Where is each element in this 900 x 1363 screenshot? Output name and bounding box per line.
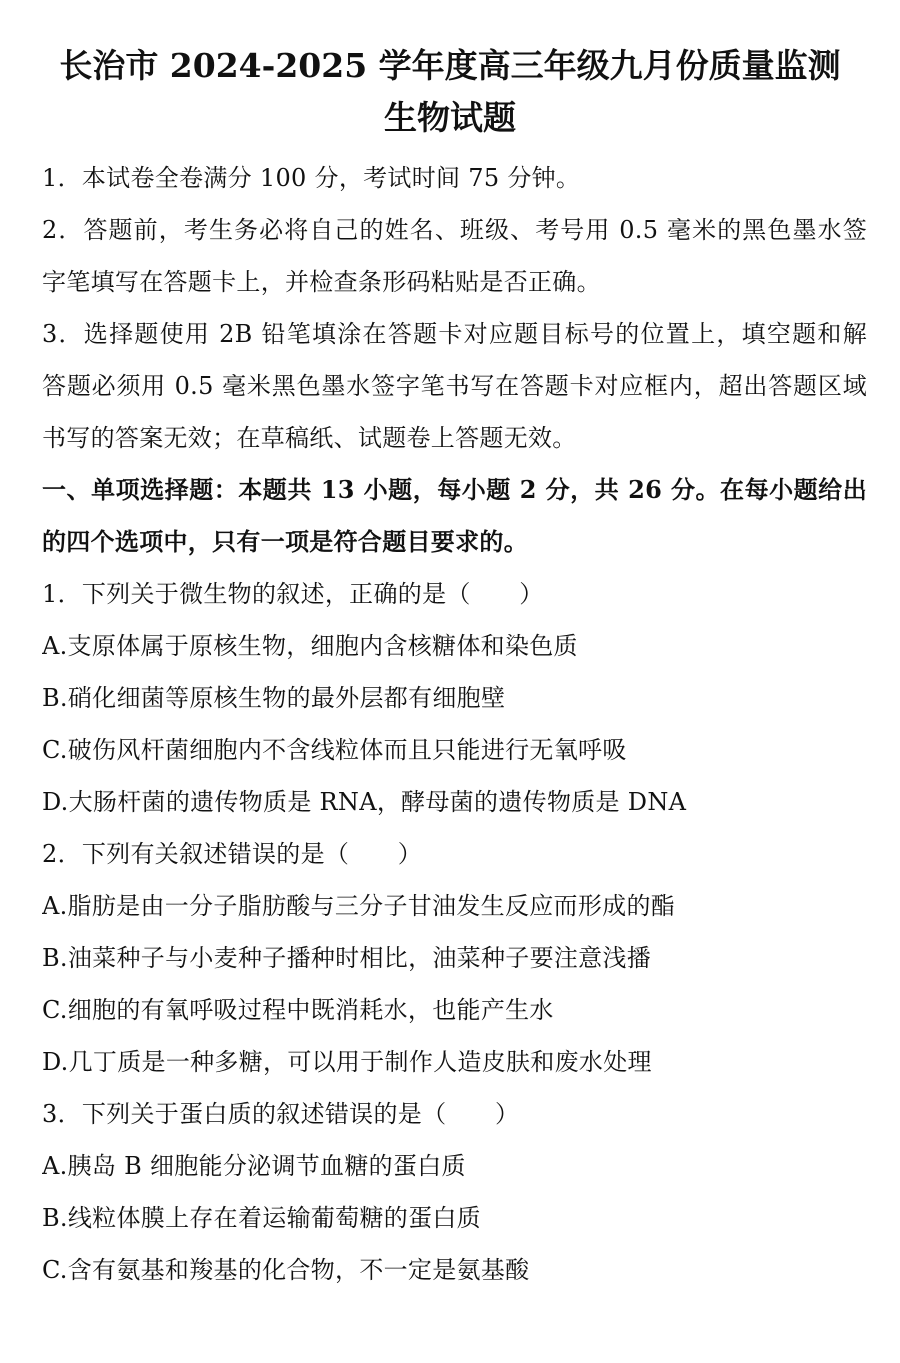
instruction-line: 1．本试卷全卷满分 100 分，考试时间 75 分钟。: [42, 164, 581, 192]
question-2: [42, 828, 867, 1088]
option-a: A.胰岛 B 细胞能分泌调节血糖的蛋白质: [42, 1152, 466, 1180]
section-heading-line: 的四个选项中，只有一项是符合题目要求的。: [42, 527, 528, 556]
option-b: B.硝化细菌等原核生物的最外层都有细胞壁: [42, 684, 506, 712]
instruction-line: 书写的答案无效；在草稿纸、试题卷上答题无效。: [42, 424, 577, 452]
option-a: A.脂肪是由一分子脂肪酸与三分子甘油发生反应而形成的酯: [42, 892, 676, 920]
instruction-line: 3．选择题使用 2B 铅笔填涂在答题卡对应题目标号的位置上，填空题和解: [42, 320, 867, 348]
option-b: B.油菜种子与小麦种子播种时相比，油菜种子要注意浅播: [42, 944, 652, 972]
instruction-line: 2．答题前，考生务必将自己的姓名、班级、考号用 0.5 毫米的黑色墨水签: [42, 216, 867, 244]
exam-body: [42, 152, 867, 1296]
exam-subject-title: 生物试题: [384, 98, 516, 137]
instruction-line: 字笔填写在答题卡上，并检查条形码粘贴是否正确。: [42, 268, 601, 296]
section-heading-line: 一、单项选择题：本题共 13 小题，每小题 2 分，共 26 分。在每小题给出: [42, 475, 867, 504]
question-stem: 3．下列关于蛋白质的叙述错误的是（ ）: [42, 1100, 520, 1128]
option-d: D.大肠杆菌的遗传物质是 RNA，酵母菌的遗传物质是 DNA: [42, 788, 687, 816]
exam-title: 长治市 2024-2025 学年度高三年级九月份质量监测: [59, 46, 841, 85]
option-c: C.破伤风杆菌细胞内不含线粒体而且只能进行无氧呼吸: [42, 736, 627, 764]
question-3: [42, 1088, 867, 1296]
option-d: D.几丁质是一种多糖，可以用于制作人造皮肤和废水处理: [42, 1048, 652, 1076]
question-stem: 2．下列有关叙述错误的是（ ）: [42, 840, 423, 868]
instruction-line: 答题必须用 0.5 毫米黑色墨水签字笔书写在答题卡对应框内，超出答题区域: [42, 372, 867, 400]
option-c: C.细胞的有氧呼吸过程中既消耗水，也能产生水: [42, 996, 554, 1024]
section-heading: [42, 464, 867, 568]
instructions: [42, 152, 867, 464]
option-a: A.支原体属于原核生物，细胞内含核糖体和染色质: [42, 632, 578, 660]
question-stem: 1．下列关于微生物的叙述，正确的是（ ）: [42, 580, 544, 608]
option-c: C.含有氨基和羧基的化合物，不一定是氨基酸: [42, 1256, 530, 1284]
option-b: B.线粒体膜上存在着运输葡萄糖的蛋白质: [42, 1204, 481, 1232]
question-1: [42, 568, 867, 828]
